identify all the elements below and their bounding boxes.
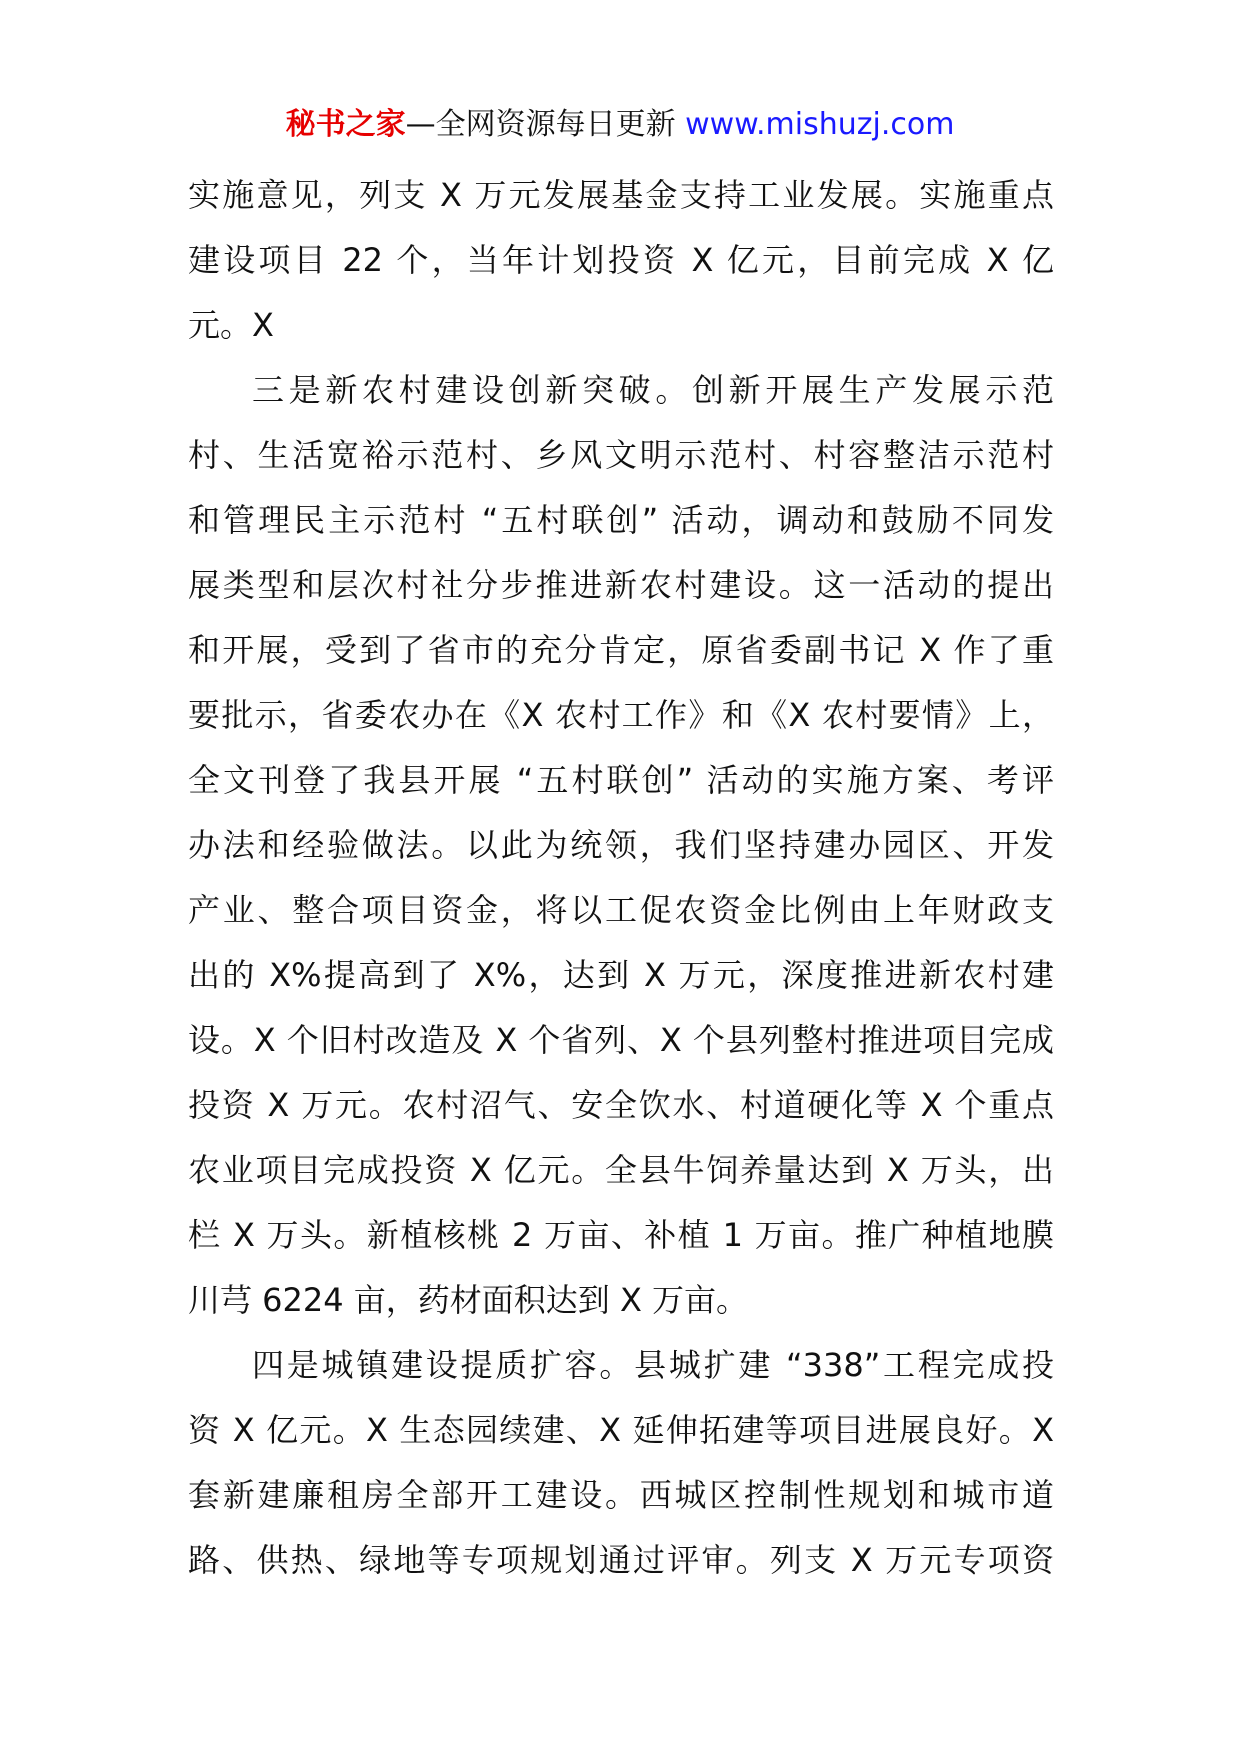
text-line: 川芎 6224 亩，药材面积达到 X 万亩。 (188, 1281, 749, 1319)
text-line: 和管理民主示范村 “五村联创” 活动，调动和鼓励不同发 (188, 501, 1054, 539)
text-line: 实施意见，列支 X 万元发展基金支持工业发展。实施重点 (188, 176, 1054, 214)
site-url[interactable]: www.mishuzj.com (685, 107, 955, 142)
text-line: 产业、整合项目资金，将以工促农资金比例由上年财政支 (188, 891, 1054, 929)
site-header (0, 103, 1240, 147)
text-line: 路、供热、绿地等专项规划通过评审。列支 X 万元专项资 (188, 1541, 1054, 1579)
text-line: 元。X (188, 306, 274, 344)
text-line: 农业项目完成投资 X 亿元。全县牛饲养量达到 X 万头，出 (188, 1151, 1054, 1189)
text-line: 投资 X 万元。农村沼气、安全饮水、村道硬化等 X 个重点 (188, 1086, 1054, 1124)
paragraph-start: 四是城镇建设提质扩容。县城扩建 “338”工程完成投 (252, 1346, 1054, 1384)
text-line: 要批示，省委农办在《X 农村工作》和《X 农村要情》上， (188, 696, 1054, 734)
text-line: 村、生活宽裕示范村、乡风文明示范村、村容整洁示范村 (188, 436, 1054, 474)
text-line: 资 X 亿元。X 生态园续建、X 延伸拓建等项目进展良好。X (188, 1411, 1054, 1449)
site-brand: 秘书之家 (285, 107, 406, 142)
text-line: 套新建廉租房全部开工建设。西城区控制性规划和城市道 (188, 1476, 1054, 1514)
text-line: 展类型和层次村社分步推进新农村建设。这一活动的提出 (188, 566, 1054, 604)
text-line: 栏 X 万头。新植核桃 2 万亩、补植 1 万亩。推广种植地膜 (188, 1216, 1054, 1254)
text-line: 设。X 个旧村改造及 X 个省列、X 个县列整村推进项目完成 (188, 1021, 1054, 1059)
site-tagline: —全网资源每日更新 (405, 107, 676, 142)
text-line: 全文刊登了我县开展 “五村联创” 活动的实施方案、考评 (188, 761, 1054, 799)
text-line: 和开展，受到了省市的充分肯定，原省委副书记 X 作了重 (188, 631, 1054, 669)
text-line: 建设项目 22 个，当年计划投资 X 亿元，目前完成 X 亿 (188, 241, 1054, 279)
text-line: 出的 X%提高到了 X%，达到 X 万元，深度推进新农村建 (188, 956, 1054, 994)
paragraph-start: 三是新农村建设创新突破。创新开展生产发展示范 (252, 371, 1054, 409)
text-line: 办法和经验做法。以此为统领，我们坚持建办园区、开发 (188, 826, 1054, 864)
document-body (188, 163, 1054, 1593)
